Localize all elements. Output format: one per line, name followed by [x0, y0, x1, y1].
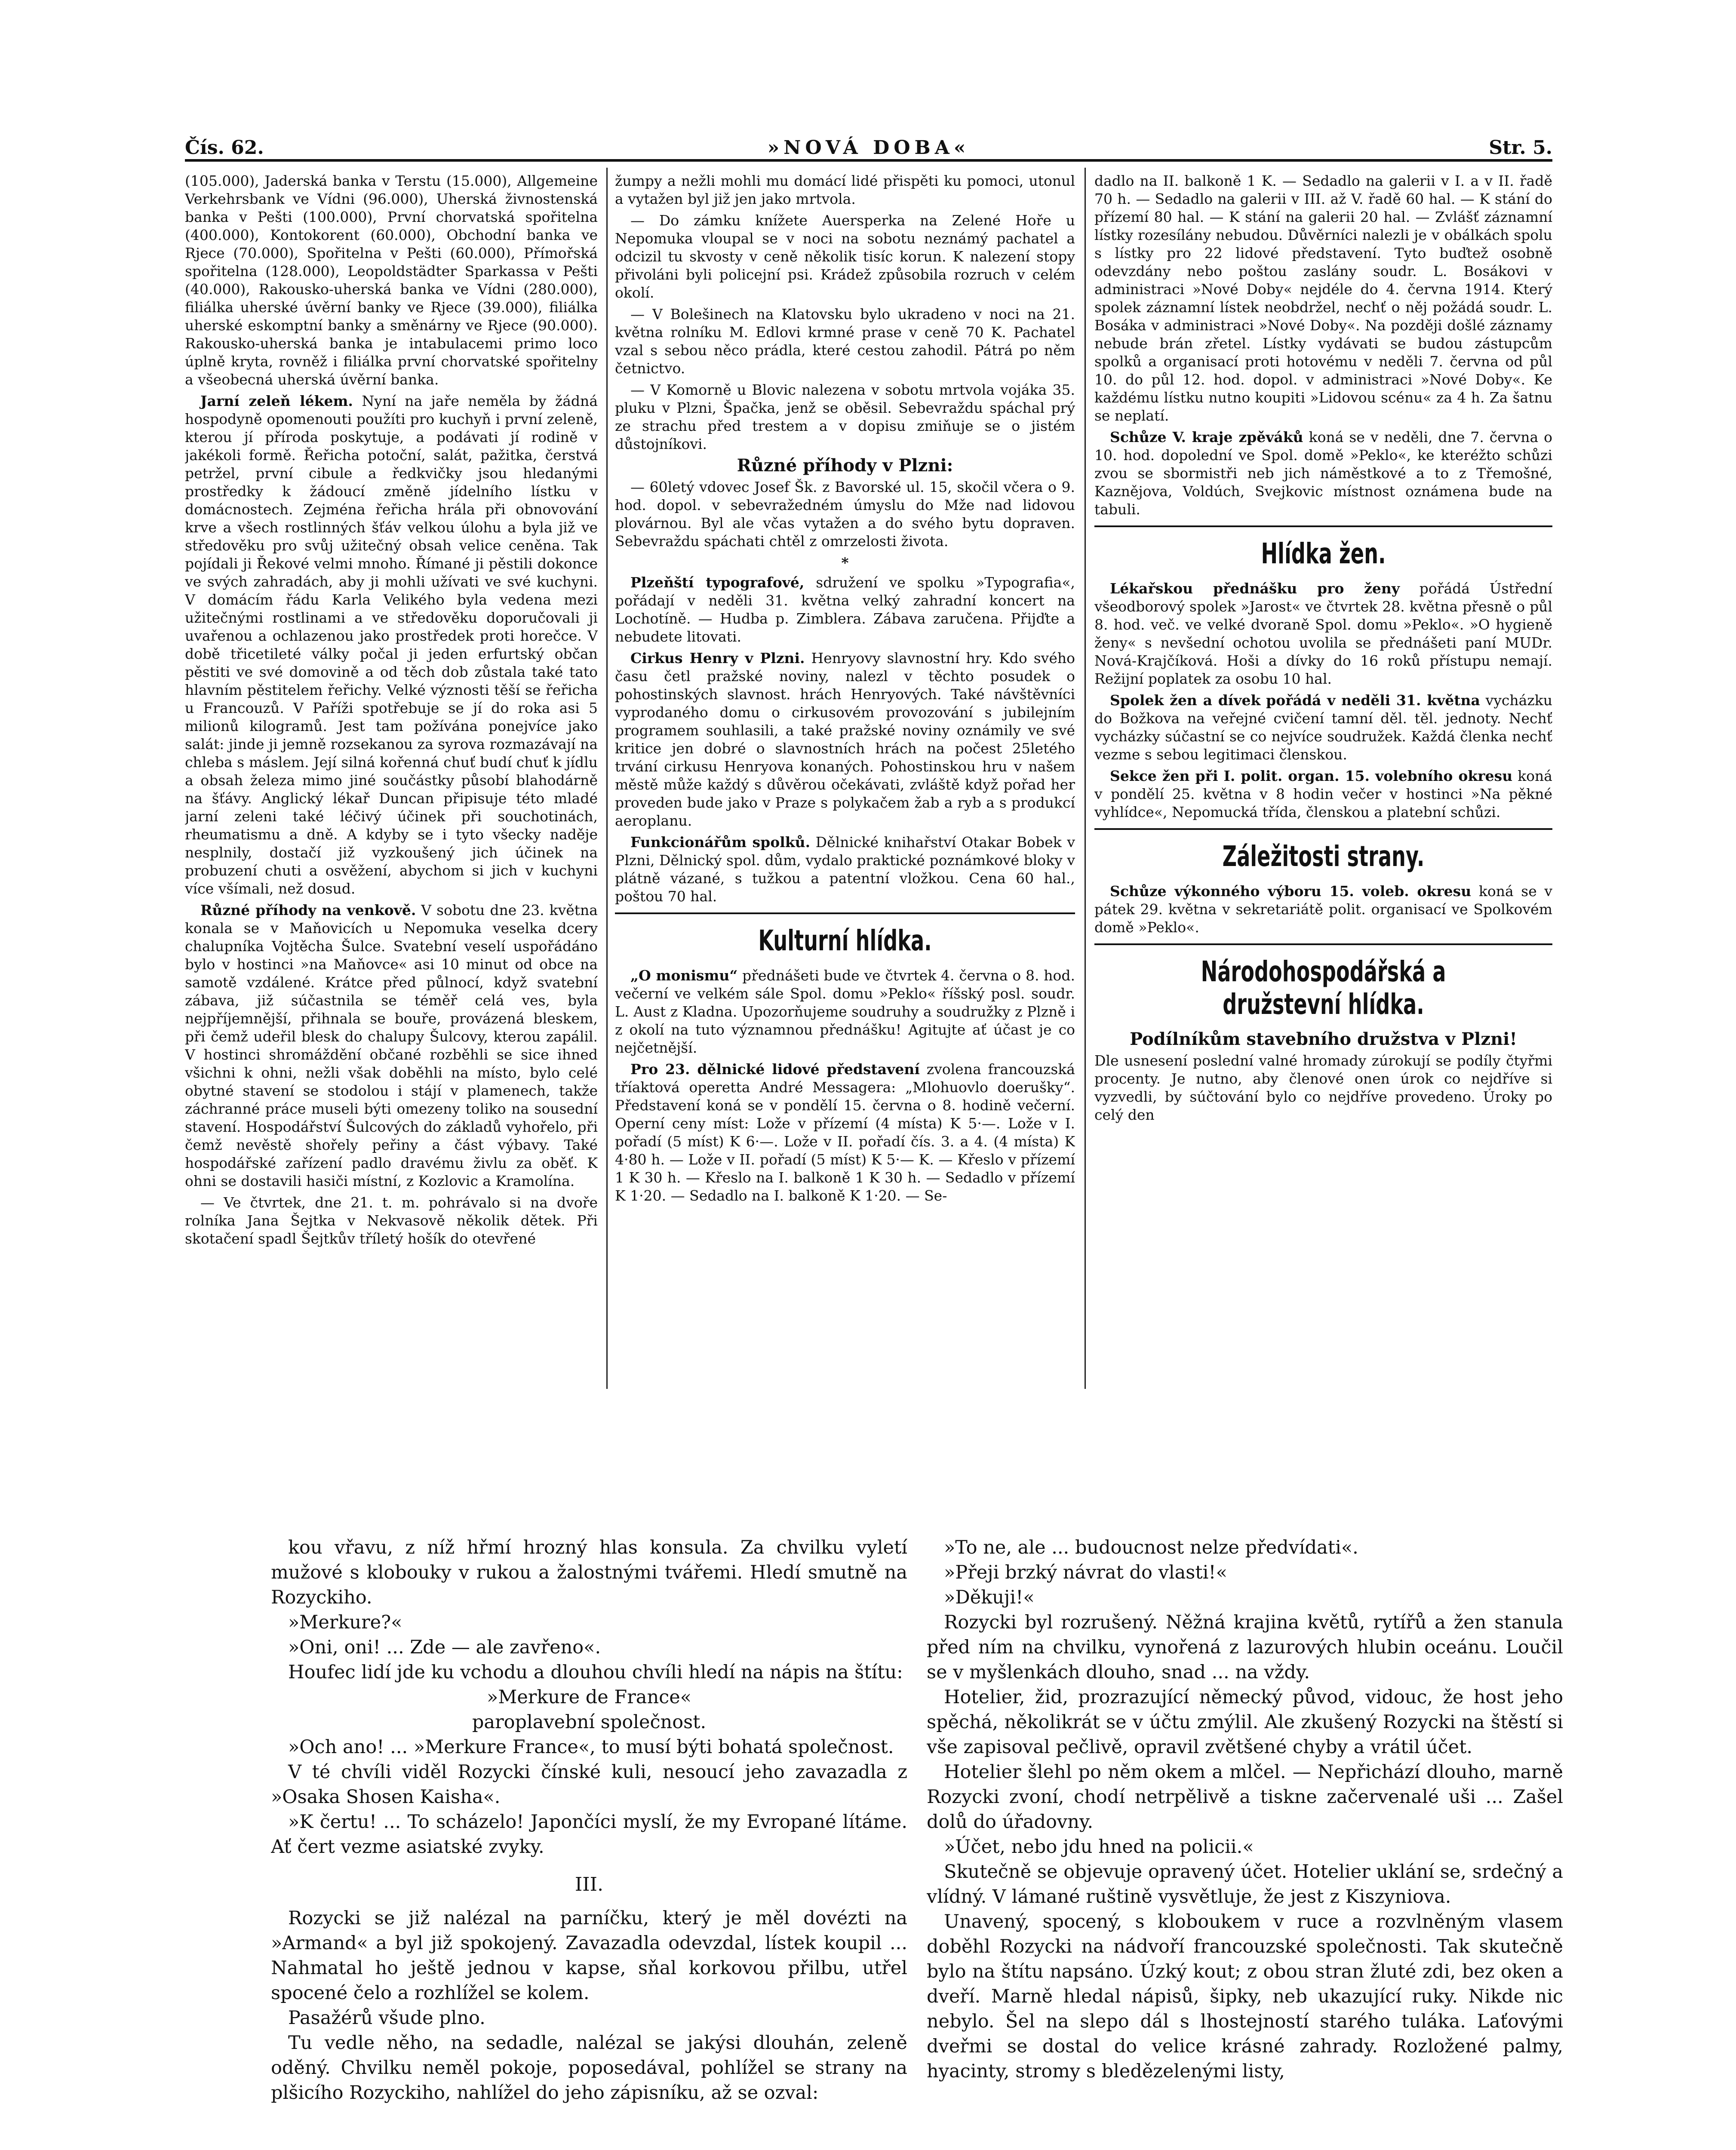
- section-rule: [1094, 943, 1552, 945]
- article-vybor: [1094, 882, 1552, 937]
- article-text: Dělnické knihařství Otakar Bobek v Plzni, Dělnický spol. dům, vydalo praktické poznámkové bloky v plátně vázané, s tužkou a patentní vložkou. Cena 60 hal., poštou 70 hal.: [615, 834, 1075, 905]
- column-3: [1094, 172, 1552, 1389]
- article-text: Henryovy slavnostní hry. Kdo svého času četl pražské noviny, nalezl v těchto posudek o pohostinských slavnost. hrách Henryových. Také návštěvníci vyprodaného domu o cirkusovém provozování s jubilejním programem souhlasili, a také pražské noviny oznámily ve své kritice jen dobré o slavnostních hrách na počest 25letého trvání cirkusu Henryova konaných. Pohostinskou hru v našem městě může každý s důvěrou očekávati, zvláště když pořad her proveden bude jako v Praze s polykačem žab a ryb a s produkcí aeroplanu.: [615, 650, 1075, 829]
- article-text: Nyní na jaře neměla by žádná hospodyně opomenouti použíti pro kuchyň i první zeleně, kterou jí příroda poskytuje, a podávati jí rodině v jakékoli formě. Řeřicha potoční, salát, pažitka, čerstvá petržel, první cibule a ředkvičky jsou hledanými prostředky k žádoucí změně jídelního lístku v domácnostech. Zejména řeřicha hrála při obnovování krve a všech rostlinných šťáv velkou úlohu a byla již ve středověku pro svůj užitečný obsah velice ceněna. Tak pojídali ji Řekové velmi mnoho. Římané ji pěstili dokonce ve svých zahradách, aby ji mohli užívati ve své kuchyni. V domácím řádu Karla Velikého byla vedena mezi užitečnými rostlinami a ve středověku doporučovali ji uvařenou a ochlazenou jako prostředek proti horečce. V době třicetileté války počal ji jeden erfurtský občan pěstiti ve své domovině a od těch dob zůstala také tato hlavním pěstitelem řeřichy. Velké význosti těší se řeřicha u Francouzů. V Paříži spotřebuje se jí do roka asi 5 milionů kilogramů. Jest tam požívána ponejvíce jako salát: jinde ji jemně rozsekanou za syrova rozmazávají na chleba s máslem. Její silná kořenná chuť budí chuť k jídlu a obsah železa mimo jiné součástky působí blahodárně na šťávy. Anglický lékař Duncan připisuje této mladé jarní zeleni také léčivý účinek při souchotinách, rheumatismu a dně. A kdyby se i tyto všecky naděje nesplnily, dostačí již vyzkoušený jich účinek na probuzení chuti a osvěžení, abychom si jich v kuchyni více všímali, než dosud.: [185, 393, 598, 897]
- separator-star: *: [841, 554, 849, 571]
- article-title: Spolek žen a dívek: [1110, 692, 1261, 709]
- article-text: zvolena francouzská tříaktová operetta André Messagera: „Mlohuovlo doerušky“. Představení koná se v pondělí 15. června o 8. hodině večerní. Operní ceny míst: Lože v přízemí (4 místa) K 5·—. Lože v I. pořadí (5 míst) K 6·—. Lože v II. pořadí čís. 3. a 4. (4 místa) K 4·80 h. — Lože v II. pořadí (5 míst) K 5·— K. — Křeslo v přízemí 1 K 30 h. — Křeslo na I. balkoně 1 K 30 h. — Sedadlo v přízemí K 1·20. — Sedadlo na I. balkoně K 1·20. — Se-: [615, 1061, 1075, 1204]
- dialogue-line: »Oni, oni! ... Zde — ale zavřeno«.: [288, 1637, 601, 1658]
- paragraph: Pasažérů všude plno.: [288, 2007, 485, 2029]
- article-spolek: [1094, 691, 1552, 764]
- section-title-hlidka-zen: Hlídka žen.: [1261, 537, 1386, 570]
- article-schuze: [1094, 428, 1552, 519]
- paragraph: — Ve čtvrtek, dne 21. t. m. pohrávalo si na dvoře rolníka Jana Šejtka v Nekvasově několik dětek. Při skotačení spadl Šejtkův tříletý hošík do otevřené: [185, 1194, 598, 1247]
- article-title: Funkcionářům spolků.: [630, 834, 811, 851]
- dialogue-line: »Přeji brzký návrat do vlasti!«: [944, 1562, 1227, 1583]
- page-number: Str. 5.: [1489, 137, 1552, 159]
- paragraph: (105.000), Jaderská banka v Terstu (15.000), Allgemeine Verkehrsbank ve Vídni (96.000), Uherská živnostenská banka v Pešti (100.000), První chorvatská spořitelna (400.000), Kontokorent (60.000), Obchodní banka ve Rjece (70.000), Spořitelna v Pešti (60.000), Přímořská spořitelna (128.000), Leopoldstädter Sparkassa v Pešti (40.000), Rakousko-uherská banka ve Vídni (280.000), filiálka uherské úvěrní banky ve Rjece (39.000), filiálka uherské eskomptní banky a směnárny ve Rjece (90.000). Rakousko-uherská banka je intabulacemi primo loco úplně kryta, rovněž i filiálka první chorvatské spořitelny a všeobecná uherská úvěrní banka.: [185, 172, 598, 388]
- section-title-zalezitosti: Záležitosti strany.: [1222, 840, 1425, 873]
- article-text: vycházku do Božkova na veřejné cvičení tamní děl. těl. jednoty. Nechť vycházky súčastní se co nejvíce soudružek. Každá členka nechť vezme s sebou legitimaci členskou.: [1094, 692, 1552, 763]
- article-text: pořádá Ústřední všeodborový spolek »Jarost« ve čtvrtek 28. května přesně o půl 8. hod. več. ve velké dvoraně Spol. domu »Peklo«. »O hygieně ženy« s nevšední ochotou uvolila se přednášeti paní MUDr. Nová-Krajčíková. Hoši a dívky do 16 roků přístupu nemají. Režijní poplatek za osobu 10 hal.: [1094, 580, 1552, 687]
- column-divider: [606, 168, 608, 1389]
- section-rule: [1094, 525, 1552, 527]
- article-funk: [615, 833, 1075, 906]
- article-prihody: [185, 901, 598, 1190]
- column-divider: [1085, 168, 1086, 1389]
- paragraph: Hotelier, žid, prozrazující německý původ, vidouc, že host jeho spěchá, několikrát se v účtu zmýlil. Ale zkušený Rozycki na štěstí si vše zapisoval pečlivě, opravil zvětšené chyby a vrátil účet.: [927, 1686, 1563, 1758]
- paragraph: Hotelier šlehl po něm okem a mlčel. — Nepřichází dlouho, marně Rozycki zvoní, chodí netrpělivě a tiskne začervenalé uši ... Zašel dolů do úřadovny.: [927, 1761, 1563, 1833]
- article-text: přednášeti bude ve čtvrtek 4. června o 8. hod. večerní ve velkém sále Spol. domu »Peklo« říšský posl. soudr. L. Aust z Kladna. Upozorňujeme soudruhy a soudružky z Plzně i z okolí na tuto významnou přednášku! Agitujte ať účast je co nejčetnější.: [615, 967, 1075, 1056]
- section-rule: [615, 912, 1075, 914]
- paragraph: Houfec lidí jde ku vchodu a dlouhou chvíli hledí na nápis na štítu:: [288, 1662, 903, 1683]
- chapter-number: III.: [575, 1874, 604, 1895]
- header-rule: [185, 159, 1552, 162]
- page-header: [185, 137, 1552, 163]
- article-title: Pro 23. dělnické lidové představení: [630, 1061, 920, 1078]
- paragraph: Dle usnesení poslední valné hromady zúrokují se podíly čtyřmi procenty. Je nutno, aby členové onen úrok co nejdříve si vyzvedli, by súčtování bylo co nejdříve provedeno. Úroky po celý den: [1094, 1052, 1552, 1123]
- article-monismu: [615, 967, 1075, 1057]
- dialogue-line: »Och ano! ... »Merkure France«, to musí býti bohatá společnost.: [288, 1736, 894, 1758]
- article-text: sdružení ve spolku »Typografia«, pořádají v neděli 31. května velký zahradní koncert na Lochotíně. — Hudba p. Zimblera. Zábava zaručena. Přijďte a nebudete litovati.: [615, 574, 1075, 645]
- issue-number: Čís. 62.: [185, 137, 264, 159]
- paragraph: — V Komorně u Blovic nalezena v sobotu mrtvola vojáka 35. pluku v Plzni, Špačka, jenž se oběsil. Sebevraždu spáchal prý ze strachu před trestem a v dopisu zmiňuje se o jistém důstojníkovi.: [615, 381, 1075, 452]
- article-text: koná v pondělí 25. května v 8 hodin večer v hostinci »Na pěkné vyhlídce«, Nepomucká třída, členskou a platební schůzi.: [1094, 768, 1552, 820]
- feuilleton-left: [271, 1535, 907, 2150]
- article-title: „O monismu“: [630, 967, 738, 984]
- dialogue-line: »Děkuji!«: [944, 1587, 1035, 1608]
- article-typo: [615, 574, 1075, 646]
- paragraph: — V Bolešinech na Klatovsku bylo ukradeno v noci na 21. května rolníku M. Edlovi krmné prase v ceně 70 K. Pachatel vzal s sebou něco prádla, které cestou zahodil. Pátrá po něm četnictvo.: [615, 306, 1075, 377]
- article-title: Schůze výkonného výboru 15. voleb. okresu: [1110, 883, 1472, 900]
- column-1: [185, 172, 598, 1389]
- article-sekce: [1094, 767, 1552, 821]
- dialogue-line: »K čertu! ... To scházelo! Japončíci myslí, že my Evropané lítáme. Ať čert vezme asiatské zvyky.: [271, 1811, 907, 1858]
- article-jarni: [185, 392, 598, 898]
- paragraph: Unavený, spocený, s kloboukem v ruce a rozvlněným vlasem doběhl Rozycki na nádvoří francouzské společnosti. Tak skutečně bylo na štítu napsáno. Úzký kout; z obou stran žluté zdi, bez oken a dveří. Marně hledal nápisů, šipky, neb ukazující ruky. Nikde nic nebylo. Šel na slepo dál s lhostejností starého tuláka. Laťovými dveřmi se dostal do velice krásné zahrady. Rozložené palmy, hyacinty, stromy s bledězelenými listy,: [927, 1911, 1563, 2082]
- article-title: Lékařskou přednášku pro ženy: [1110, 580, 1400, 597]
- dialogue-line: »To ne, ale ... budoucnost nelze předvídati«.: [944, 1537, 1358, 1558]
- column-2: [615, 172, 1075, 1389]
- section-title-kulturni: Kulturní hlídka.: [758, 924, 932, 957]
- article-text: koná se v pátek 29. května v sekretariátě polit. organisací ve Spolkovém domě »Peklo«.: [1094, 883, 1552, 936]
- article-lekarskou: [1094, 580, 1552, 688]
- article-cirkus: [615, 649, 1075, 830]
- paragraph: V té chvíli viděl Rozycki čínské kuli, nesoucí jeho zavazadla z »Osaka Shosen Kaisha«.: [271, 1761, 907, 1808]
- paragraph: žumpy a nežli mohli mu domácí lidé přispěti ku pomoci, utonul a vytažen byl již jen jako mrtvola.: [615, 172, 1075, 207]
- section-title-narodohospodarska: Národohospodářská a družstevní hlídka.: [1201, 955, 1446, 1021]
- paragraph: Rozycki se již nalézal na parníčku, který je měl dovézti na »Armand« a byl již spokojený. Zavazadla odevzdal, lístek koupil ... Nahmatal ho ještě jednou v kapse, sňal korkovou přilbu, utřel spocené čelo a rozhlížel se kolem.: [271, 1907, 907, 2004]
- article-title: Cirkus Henry v Plzni.: [630, 650, 805, 666]
- dialogue-line: »Merkure?«: [288, 1612, 403, 1633]
- newspaper-title: »NOVÁ DOBA«: [767, 137, 970, 159]
- paragraph: — Do zámku knížete Auersperka na Zelené Hoře u Nepomuka vloupal se v noci na sobotu neznámý pachatel a odcizil tu skvosty v ceně několik tisíc korun. K nalezení stopy přivoláni byli policejní psi. Krádež způsobila rozruch v celém okolí.: [615, 212, 1075, 301]
- dialogue-line: »Účet, nebo jdu hned na policii.«: [944, 1836, 1254, 1858]
- paragraph: — 60letý vdovec Josef Šk. z Bavorské ul. 15, skočil včera o 9. hod. dopol. v sebevražedném úmyslu do Mže nad lidovou plovárnou. Byl ale včas vytažen a do svého bytu dopraven. Sebevraždu spáchati chtěl z omrzelosti života.: [615, 479, 1075, 550]
- paragraph: kou vřavu, z níž hřmí hrozný hlas konsula. Za chvilku vyletí mužové s klobouky v rukou a žalostnými tvářemi. Hledí smutně na Rozyckiho.: [271, 1537, 907, 1608]
- feuilleton-right: [927, 1535, 1563, 2150]
- sign-line: »Merkure de France«: [487, 1686, 691, 1708]
- article-pro23: [615, 1060, 1075, 1205]
- paragraph: dadlo na II. balkoně 1 K. — Sedadlo na galerii v I. a v II. řadě 70 h. — Sedadlo na galerii v III. až V. řadě 60 hal. — K stání do přízemí 80 hal. — K stání na galerii 20 hal. — Zvlášť záznamní lístky rozesílány nebudou. Důvěrníci nalezli je v obálkách spolu s lístky pro 22 lidové představení. Tyto buďtež osobně odevzdány nebo poštou zaslány soudr. L. Bosákovi v administraci »Nové Doby« nejdéle do 4. června 1914. Který spolek záznamní lístek neobdržel, nechť o něj požádá soudr. L. Bosáka v administraci »Nové Doby«. Na později došlé záznamy nebude brán zřetel. Lístky vydávati se budou zástupcům spolků a organisací proti hotovému v neděli 7. června od půl 10. do půl 12. hod. dopol. v administraci »Nové Doby«. Ke každému lístku nutno koupiti »Lidovou scénu« za 4 h. Za šatnu se neplatí.: [1094, 172, 1552, 424]
- article-title: Plzeňští typografové,: [630, 574, 805, 591]
- article-date: pořádá v neděli 31. května: [1266, 692, 1480, 709]
- section-rule: [1094, 828, 1552, 830]
- article-heading: Podílníkům stavebního družstva v Plzni!: [1130, 1029, 1517, 1049]
- paragraph: Skutečně se objevuje opravený účet. Hotelier uklání se, srdečný a vlídný. V lámané ruštině vysvětluje, že jest z Kiszyniova.: [927, 1861, 1563, 1907]
- article-text: koná se v neděli, dne 7. června o 10. hod. dopolední ve Spol. domě »Peklo«, ke kteréžto schůzi zvou se sbormistři neb jich náměstkové a to z Třemošné, Kaznějova, Voldúch, Svejkovic místnost oznámena bude na tabuli.: [1094, 429, 1552, 518]
- article-title: Schůze V. kraje zpěváků: [1110, 429, 1303, 445]
- sign-line: paroplavební společnost.: [472, 1711, 707, 1733]
- article-title: Jarní zeleň lékem.: [200, 393, 353, 409]
- article-title: Různé příhody na venkově.: [200, 902, 416, 918]
- article-title: Sekce žen při I. polit. organ. 15. volebního okresu: [1110, 768, 1513, 784]
- article-text: V sobotu dne 23. května konala se v Maňovicích u Nepomuka veselka dcery chalupníka Vojtěcha Šulce. Svatební veselí uspořádáno bylo v hostinci »na Maňovce« asi 10 minut od obce na samotě vzdálené. Krátce před půlnocí, když svatební zábava, již súčastnila se téměř celá ves, byla nejpříjemnější, přihnala se bouře, provázená bleskem, při čemž udeřil blesk do chalupy Šulcovy, kterou zapálil. V hostinci shromáždění občané rozběhli se sice ihned všichni k ohni, nežli však doběhli na místo, bylo celé obytné stavení se stodolou i stájí v plamenech, takže záchranné práce museli býti omezeny toliko na sousední stavení. Hospodářství Šulcových do základů vyhořelo, při čemž nevěstě shořely peřiny a část výbavy. Také hospodářské zařízení padlo dravému živlu za oběť. K ohni se dostavili hasiči místní, z Kozlovic a Kramolína.: [185, 902, 598, 1189]
- paragraph: Rozycki byl rozrušený. Něžná krajina květů, rytířů a žen stanula před ním na chvilku, vynořená z lazurových hlubin oceánu. Loučil se v myšlenkách dlouho, snad ... na vždy.: [927, 1612, 1563, 1683]
- paragraph: Tu vedle něho, na sedadle, nalézal se jakýsi dlouhán, zeleně oděný. Chvilku neměl pokoje, poposedával, pohlížel se strany na plšicího Rozyckiho, nahlížel do jeho zápisníku, až se ozval:: [271, 2032, 907, 2104]
- section-subtitle: Různé příhody v Plzni:: [737, 455, 953, 476]
